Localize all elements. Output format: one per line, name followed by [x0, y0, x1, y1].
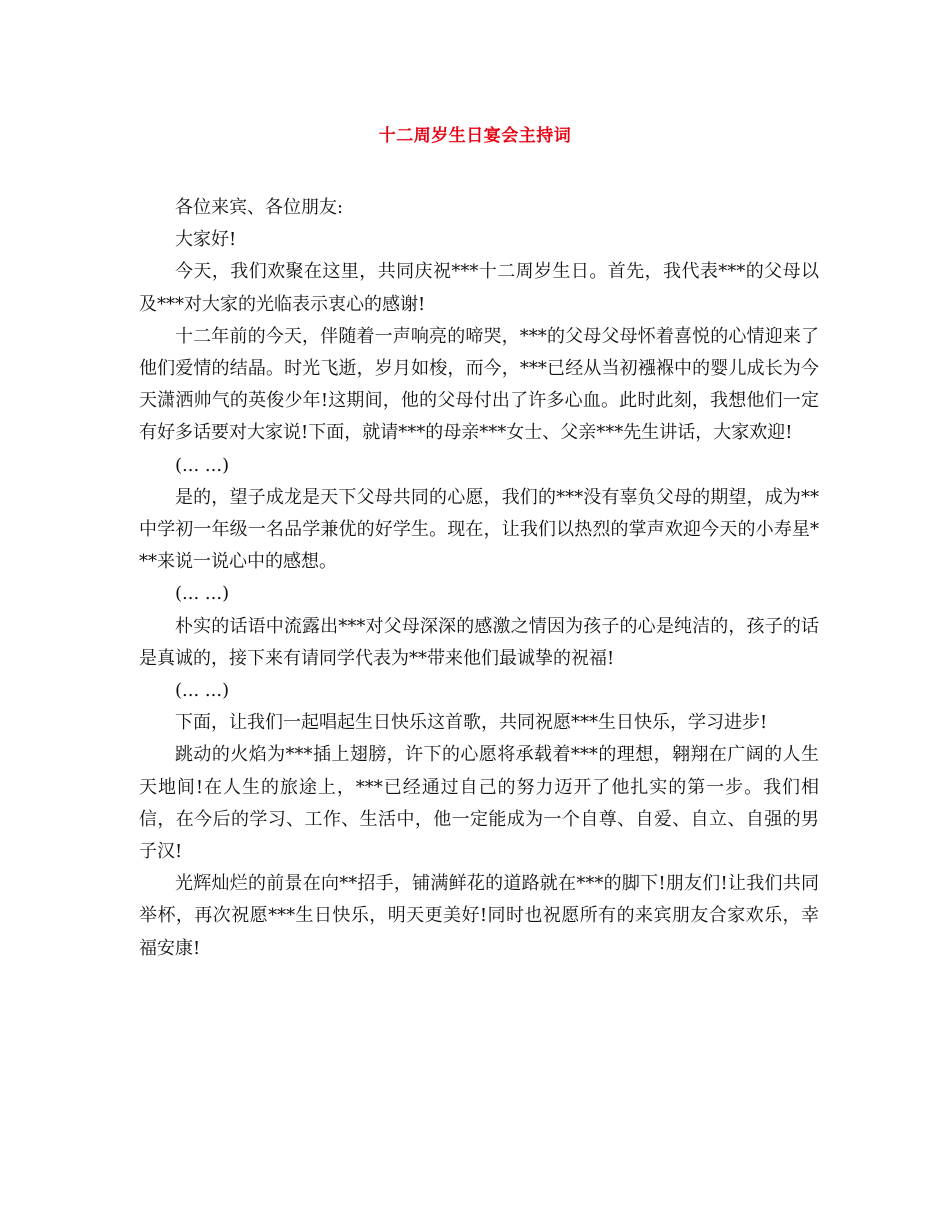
paragraph-opening: 今天，我们欢聚在这里，共同庆祝***十二周岁生日。首先，我代表***的父母以及***对大家的光临表示衷心的感谢! — [139, 261, 819, 315]
paragraph-parents-intro: 十二年前的今天，伴随着一声响亮的啼哭，***的父母父母怀着喜悦的心情迎来了他们爱情的结晶。时光飞逝，岁月如梭，而今，***已经从当初襁褓中的婴儿成长为今天潇洒帅气的英俊少年!这期间，他的父母付出了许多心血。此时此刻，我想他们一定有好多话要对大家说!下面，就请***的母亲***女士、父亲***先生讲话，大家欢迎! — [139, 325, 819, 444]
paragraph-birthday-song: 下面，让我们一起唱起生日快乐这首歌，共同祝愿***生日快乐，学习进步! — [175, 712, 768, 734]
paragraph-greeting: 各位来宾、各位朋友: — [175, 197, 344, 218]
paragraph-student-intro: 是的，望子成龙是天下父母共同的心愿，我们的***没有辜负父母的期望，成为**中学初一年级一名品学兼优的好学生。现在，让我们以热烈的掌声欢迎今天的小寿星***来说一说心中的感想。 — [139, 486, 819, 573]
paragraph-wishes: 跳动的火焰为***插上翅膀，许下的心愿将承载着***的理想，翱翔在广阔的人生天地间!在人生的旅途上，***已经通过自己的努力迈开了他扎实的第一步。我们相信，在今后的学习、工作、生活中，他一定能成为一个自尊、自爱、自立、自强的男子汉! — [139, 744, 819, 863]
paragraph-hello: 大家好! — [175, 229, 237, 251]
paragraph-closing: 光辉灿烂的前景在向**招手，铺满鲜花的道路就在***的脚下!朋友们!让我们共同举杯，再次祝愿***生日快乐，明天更美好!同时也祝愿所有的来宾朋友合家欢乐，幸福安康! — [139, 873, 819, 959]
paragraph-ellipsis: (... ...) — [175, 583, 230, 605]
paragraph-ellipsis: (... ...) — [175, 680, 230, 702]
paragraph-ellipsis: (... ...) — [175, 454, 230, 476]
document-body — [139, 192, 819, 965]
paragraph-classmates-intro: 朴实的话语中流露出***对父母深深的感激之情因为孩子的心是纯洁的，孩子的话是真诚的，接下来有请同学代表为**带来他们最诚挚的祝福! — [139, 615, 819, 669]
document-title: 十二周岁生日宴会主持词 — [378, 126, 572, 146]
